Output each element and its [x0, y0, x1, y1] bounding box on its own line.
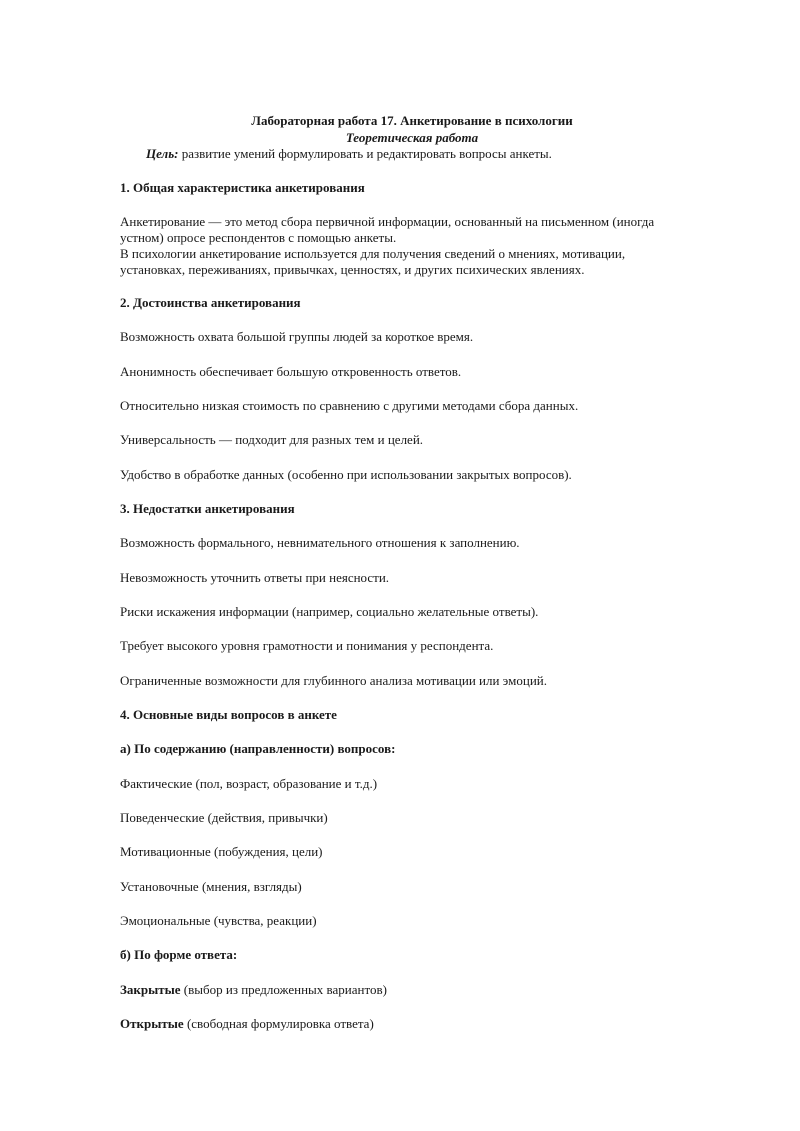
- answer-form-desc: (выбор из предложенных вариантов): [180, 982, 387, 997]
- advantage-item: Возможность охвата большой группы людей за короткое время.: [120, 329, 474, 344]
- section1-line-4: установках, переживаниях, привычках, ценностях, и других психических явлениях.: [120, 262, 585, 277]
- answer-form-term: Закрытые: [120, 982, 181, 997]
- document-subtitle: Теоретическая работа: [345, 130, 479, 145]
- disadvantage-item: Ограниченные возможности для глубинного анализа мотивации или эмоций.: [120, 673, 547, 688]
- section-heading-1: 1. Общая характеристика анкетирования: [120, 180, 365, 195]
- subsection-heading-b: б) По форме ответа:: [120, 947, 238, 962]
- disadvantage-item: Требует высокого уровня грамотности и понимания у респондента.: [120, 638, 494, 653]
- disadvantage-item: Невозможность уточнить ответы при неясности.: [120, 570, 390, 585]
- question-type-item: Мотивационные (побуждения, цели): [120, 844, 323, 859]
- section-heading-3: 3. Недостатки анкетирования: [120, 501, 295, 516]
- advantage-item: Относительно низкая стоимость по сравнению с другими методами сбора данных.: [120, 398, 579, 413]
- section1-line-3: В психологии анкетирование используется для получения сведений о мнениях, мотивации,: [120, 246, 626, 261]
- goal-label: Цель:: [146, 146, 179, 161]
- answer-form-item: [120, 982, 387, 998]
- section1-line-2: устном) опросе респондентов с помощью анкеты.: [120, 230, 397, 245]
- answer-form-term: Открытые: [120, 1016, 184, 1031]
- goal-text: развитие умений формулировать и редактировать вопросы анкеты.: [178, 146, 552, 161]
- answer-form-desc: (свободная формулировка ответа): [183, 1016, 374, 1031]
- disadvantage-item: Возможность формального, невнимательного отношения к заполнению.: [120, 535, 520, 550]
- section-heading-4: 4. Основные виды вопросов в анкете: [120, 707, 337, 722]
- question-type-item: Эмоциональные (чувства, реакции): [120, 913, 317, 928]
- subsection-heading-a: а) По содержанию (направленности) вопросов:: [120, 741, 396, 756]
- question-type-item: Поведенческие (действия, привычки): [120, 810, 328, 825]
- advantage-item: Удобство в обработке данных (особенно при использовании закрытых вопросов).: [120, 467, 572, 482]
- section1-line-1: Анкетирование — это метод сбора первичной информации, основанный на письменном (иногда: [120, 214, 655, 229]
- section-heading-2: 2. Достоинства анкетирования: [120, 295, 301, 310]
- document-title: Лабораторная работа 17. Анкетирование в психологии: [251, 113, 573, 128]
- advantage-item: Универсальность — подходит для разных тем и целей.: [120, 432, 424, 447]
- goal-line: [146, 146, 552, 162]
- question-type-item: Фактические (пол, возраст, образование и т.д.): [120, 776, 378, 791]
- disadvantage-item: Риски искажения информации (например, социально желательные ответы).: [120, 604, 539, 619]
- question-type-item: Установочные (мнения, взгляды): [120, 879, 302, 894]
- answer-form-item: [120, 1016, 374, 1032]
- advantage-item: Анонимность обеспечивает большую откровенность ответов.: [120, 364, 462, 379]
